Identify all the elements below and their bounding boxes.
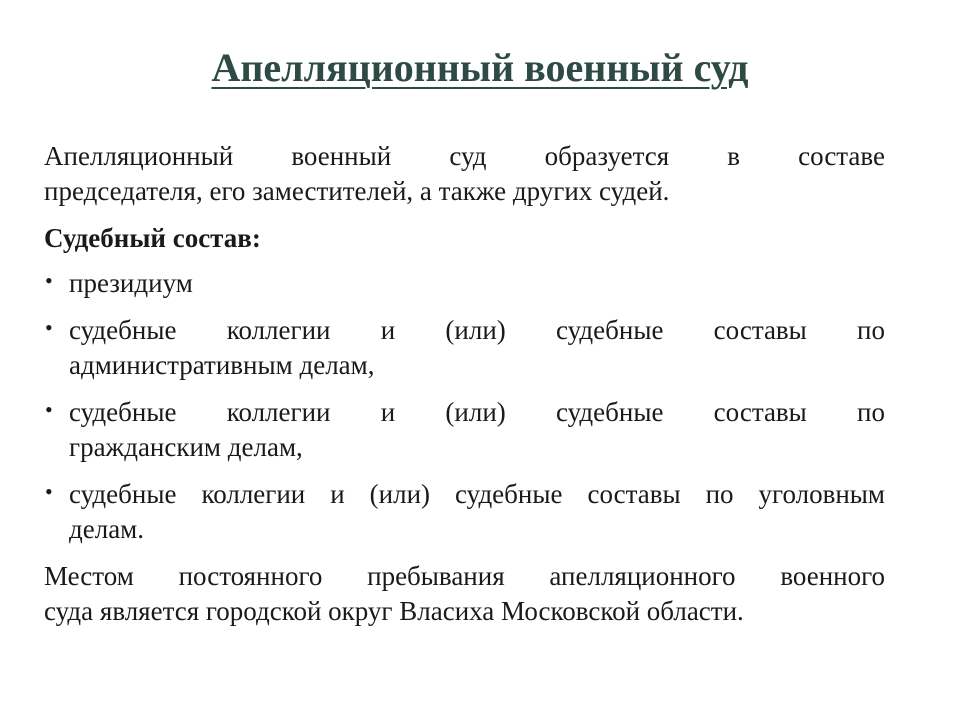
- bullet-text-line-1: судебные коллегии и (или) судебные составы по: [69, 315, 885, 345]
- bullet-dot-icon: •: [45, 397, 53, 422]
- bullet-text-line-1: судебные коллегии и (или) судебные составы по: [69, 397, 885, 427]
- bullet-dot-icon: •: [45, 479, 53, 504]
- bullet-text-line-1: судебные коллегии и (или) судебные составы по уголовным: [69, 479, 885, 509]
- intro-paragraph: [44, 139, 885, 209]
- bullet-text: президиум: [69, 268, 193, 298]
- location-paragraph: [44, 559, 885, 629]
- bullet-text-line-2: делам.: [69, 514, 145, 544]
- bullet-text-line-2: гражданским делам,: [69, 432, 303, 462]
- location-line-1: Местом постоянного пребывания апелляционного военного: [44, 561, 885, 591]
- slide-title-text: Апелляционный военный суд: [211, 45, 749, 90]
- intro-line-2: председателя, его заместителей, а также других судей.: [44, 176, 670, 206]
- bullet-dot-icon: •: [45, 268, 53, 293]
- bullet-item-administrative: [44, 313, 885, 383]
- composition-heading: Судебный состав:: [44, 223, 261, 253]
- location-line-2: суда является городской округ Власиха Московской области.: [44, 596, 744, 626]
- intro-line-1: Апелляционный военный суд образуется в составе: [44, 141, 885, 171]
- slide-title: [0, 44, 960, 92]
- bullet-text-line-2: административным делам,: [69, 350, 375, 380]
- slide-content: [44, 139, 885, 641]
- bullet-dot-icon: •: [45, 315, 53, 340]
- bullet-item-criminal: [44, 477, 885, 547]
- bullet-item-civil: [44, 395, 885, 465]
- bullet-item-presidium: [44, 266, 885, 301]
